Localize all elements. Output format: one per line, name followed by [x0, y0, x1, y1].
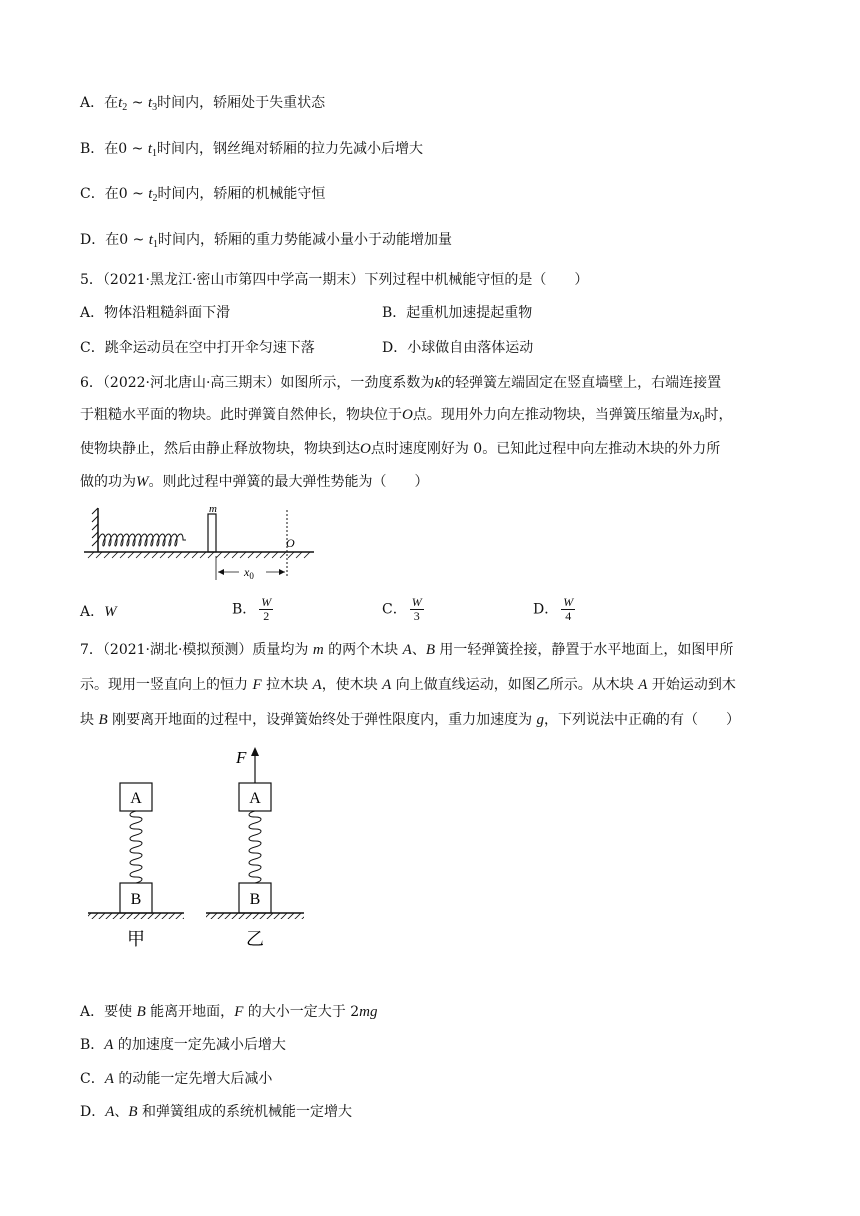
block-a-yi-label: A — [249, 790, 261, 807]
q4-option-a — [80, 93, 325, 118]
q4-option-a-t3: $t_3$ — [147, 95, 158, 113]
q7-option-d: D．A、B 和弹簧组成的系统机械能一定增大 — [80, 1104, 353, 1120]
q7-stem-line3: 块 B 刚要离开地面的过程中，设弹簧始终处于弹性限度内，重力加速度为 g，下列说法中正确的有（ ） — [80, 712, 741, 728]
block-mass-label: m — [209, 503, 217, 515]
q6-k-symbol: k — [434, 375, 442, 391]
q6-option-b-fraction: $\frac{W}{2}$ — [261, 595, 272, 623]
x0-label: $x_0$ — [244, 565, 254, 581]
q6-w-symbol: W — [136, 474, 149, 490]
q4-option-b — [80, 139, 423, 164]
q7-option-a: A．要使 B 能离开地面，F 的大小一定大于 2mg — [80, 1004, 378, 1020]
x0-dimension — [216, 556, 285, 581]
block — [208, 514, 216, 552]
q6-x0-symbol: $x_0$ — [692, 407, 705, 425]
q6-option-a: A．W — [80, 604, 117, 620]
q6-stem-line3: 使物块静止，然后由静止释放物块，物块到达O点时速度刚好为 0。已知此过程中向左推动木块的外力所 — [80, 441, 721, 457]
q6-option-b: B． $\frac{W}{2}$ — [232, 595, 272, 623]
q4-option-a-t2: $t_2$ — [118, 95, 128, 113]
figure-jia-caption: 甲 — [127, 929, 145, 949]
q4-option-b-prefix: B．在 — [80, 141, 119, 157]
q6-stem-line1: 6．（2022·河北唐山·高三期末）如图所示，一劲度系数为k的轻弹簧左端固定在竖直墙壁上，右端连接置 — [80, 375, 722, 391]
q6-stem-line4: 做的功为W。则此过程中弹簧的最大弹性势能为（ ） — [80, 474, 429, 490]
q6-option-d-fraction: $\frac{W}{4}$ — [563, 595, 574, 623]
q5-option-b: B．起重机加速提起重物 — [382, 305, 533, 321]
q6-option-c-fraction: $\frac{W}{3}$ — [411, 595, 422, 623]
q5-option-a: A．物体沿粗糙斜面下滑 — [80, 305, 231, 321]
q7-stem-line1: 7．（2021·湖北·模拟预测）质量均为 m 的两个木块 A、B 用一轻弹簧拴接，静置于水平地面上，如图甲所 — [80, 642, 734, 658]
q4-option-d-prefix: D．在 — [80, 232, 120, 248]
q7-stem-line2: 示。现用一竖直向上的恒力 F 拉木块 A，使木块 A 向上做直线运动，如图乙所示。从木块 A 开始运动到木 — [80, 677, 736, 693]
q4-option-b-t1: $t_1$ — [147, 141, 158, 159]
q4-option-c-text: 时间内，轿厢的机械能守恒 — [157, 186, 326, 202]
q4-option-d — [80, 230, 452, 255]
q4-option-a-text: 时间内，轿厢处于失重状态 — [157, 95, 326, 111]
q6-o-symbol: O — [402, 407, 413, 423]
q4-option-b-zero: 0 ~ — [118, 141, 148, 157]
q6-stem-line2: 于粗糙水平面的物块。此时弹簧自然伸长，物块位于O点。现用外力向左推动物块，当弹簧压缩量为$x_0$时， — [80, 407, 733, 425]
q5-option-c: C．跳伞运动员在空中打开伞匀速下落 — [80, 340, 315, 356]
spring-jia — [130, 811, 142, 891]
block-b-yi-label: B — [249, 891, 261, 908]
q4-option-c-zero: 0 ~ — [118, 186, 149, 202]
q4-option-c-t2: $t_2$ — [148, 186, 158, 204]
figure-jia — [88, 783, 184, 949]
q4-option-d-zero: 0 ~ — [119, 232, 149, 248]
wall — [92, 508, 98, 552]
q5-stem: 5．（2021·黑龙江·密山市第四中学高一期末）下列过程中机械能守恒的是（ ） — [80, 272, 589, 288]
spring — [98, 534, 186, 546]
q4-option-d-text: 时间内，轿厢的重力势能减小量小于动能增加量 — [157, 232, 452, 248]
q4-option-b-text: 时间内，钢丝绳对轿厢的拉力先减小后增大 — [157, 141, 424, 157]
q6-option-d: D． $\frac{W}{4}$ — [533, 595, 574, 623]
block-b-jia-label: B — [130, 891, 142, 908]
q7-two-block-figure — [84, 745, 314, 955]
figure-yi-caption: 乙 — [246, 929, 264, 949]
figure-yi — [206, 747, 304, 949]
q7-option-b: B．A 的加速度一定先减小后增大 — [80, 1037, 286, 1053]
force-f-label: F — [236, 748, 247, 767]
q6-o-symbol-2: O — [360, 441, 371, 457]
q6-option-a-value: W — [104, 604, 117, 620]
q4-option-a-prefix: A．在 — [80, 95, 119, 111]
q4-option-c — [80, 184, 325, 209]
q6-option-c: C． $\frac{W}{3}$ — [382, 595, 422, 623]
q7-option-c: C．A 的动能一定先增大后减小 — [80, 1071, 273, 1087]
block-a-jia-label: A — [130, 790, 142, 807]
o-label: O — [286, 536, 295, 550]
q4-option-c-prefix: C．在 — [80, 186, 119, 202]
q5-option-d: D．小球做自由落体运动 — [382, 340, 534, 356]
q4-option-d-t1: $t_1$ — [148, 232, 158, 250]
spring-yi — [249, 811, 261, 891]
q6-spring-block-figure — [84, 500, 314, 592]
ground — [84, 552, 314, 558]
q4-option-a-sep: ~ — [127, 95, 148, 111]
